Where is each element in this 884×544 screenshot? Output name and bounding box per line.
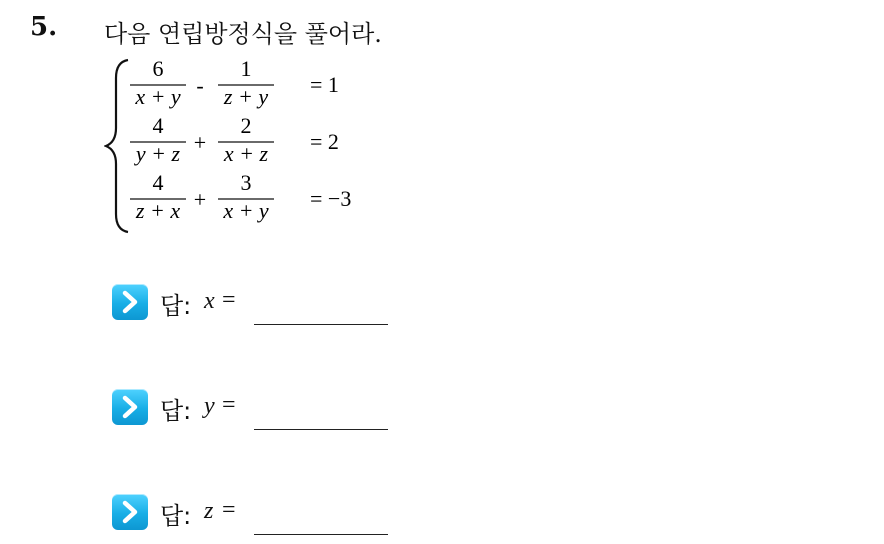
eq2-operator: + bbox=[193, 130, 207, 155]
eq1-term1-numerator: 6 bbox=[152, 56, 164, 81]
eq1-operator: - bbox=[196, 73, 204, 98]
eq3-rhs: = −3 bbox=[310, 186, 352, 211]
question-prompt: 다음 연립방정식을 풀어라. bbox=[104, 20, 382, 48]
answer-variable: x bbox=[204, 288, 215, 314]
eq1-term2-denominator: z + y bbox=[223, 84, 269, 109]
answer-equals: = bbox=[222, 392, 236, 418]
answer-equals: = bbox=[222, 497, 236, 523]
chevron-right-icon bbox=[112, 389, 148, 425]
answer-row-x bbox=[112, 284, 412, 324]
eq1-rhs: = 1 bbox=[310, 72, 339, 97]
eq2-term1-numerator: 4 bbox=[152, 113, 164, 138]
answer-row-z bbox=[112, 494, 412, 534]
answer-variable: z bbox=[204, 498, 214, 524]
eq2-term2-numerator: 2 bbox=[240, 113, 252, 138]
answer-label: 답: bbox=[160, 292, 192, 320]
answer-equals: = bbox=[222, 287, 236, 313]
answer-blank-y[interactable] bbox=[254, 429, 388, 430]
eq2-rhs: = 2 bbox=[310, 129, 339, 154]
eq1-term1-denominator: x + y bbox=[135, 84, 181, 109]
equation-system bbox=[104, 56, 424, 236]
left-brace bbox=[106, 60, 128, 232]
answer-blank-x[interactable] bbox=[254, 324, 388, 325]
answer-label: 답: bbox=[160, 502, 192, 530]
eq3-term2-denominator: x + y bbox=[223, 198, 269, 223]
eq2-term2-denominator: x + z bbox=[223, 141, 269, 166]
answer-label: 답: bbox=[160, 397, 192, 425]
eq3-term2-numerator: 3 bbox=[240, 170, 252, 195]
chevron-right-icon bbox=[112, 284, 148, 320]
answer-blank-z[interactable] bbox=[254, 534, 388, 535]
answer-row-y bbox=[112, 389, 412, 429]
question-number: 5. bbox=[30, 12, 58, 42]
answer-variable: y bbox=[204, 393, 215, 419]
eq2-term1-denominator: y + z bbox=[135, 141, 181, 166]
chevron-right-icon bbox=[112, 494, 148, 530]
eq3-operator: + bbox=[193, 187, 207, 212]
eq3-term1-denominator: z + x bbox=[135, 198, 181, 223]
eq3-term1-numerator: 4 bbox=[152, 170, 164, 195]
eq1-term2-numerator: 1 bbox=[240, 56, 252, 81]
